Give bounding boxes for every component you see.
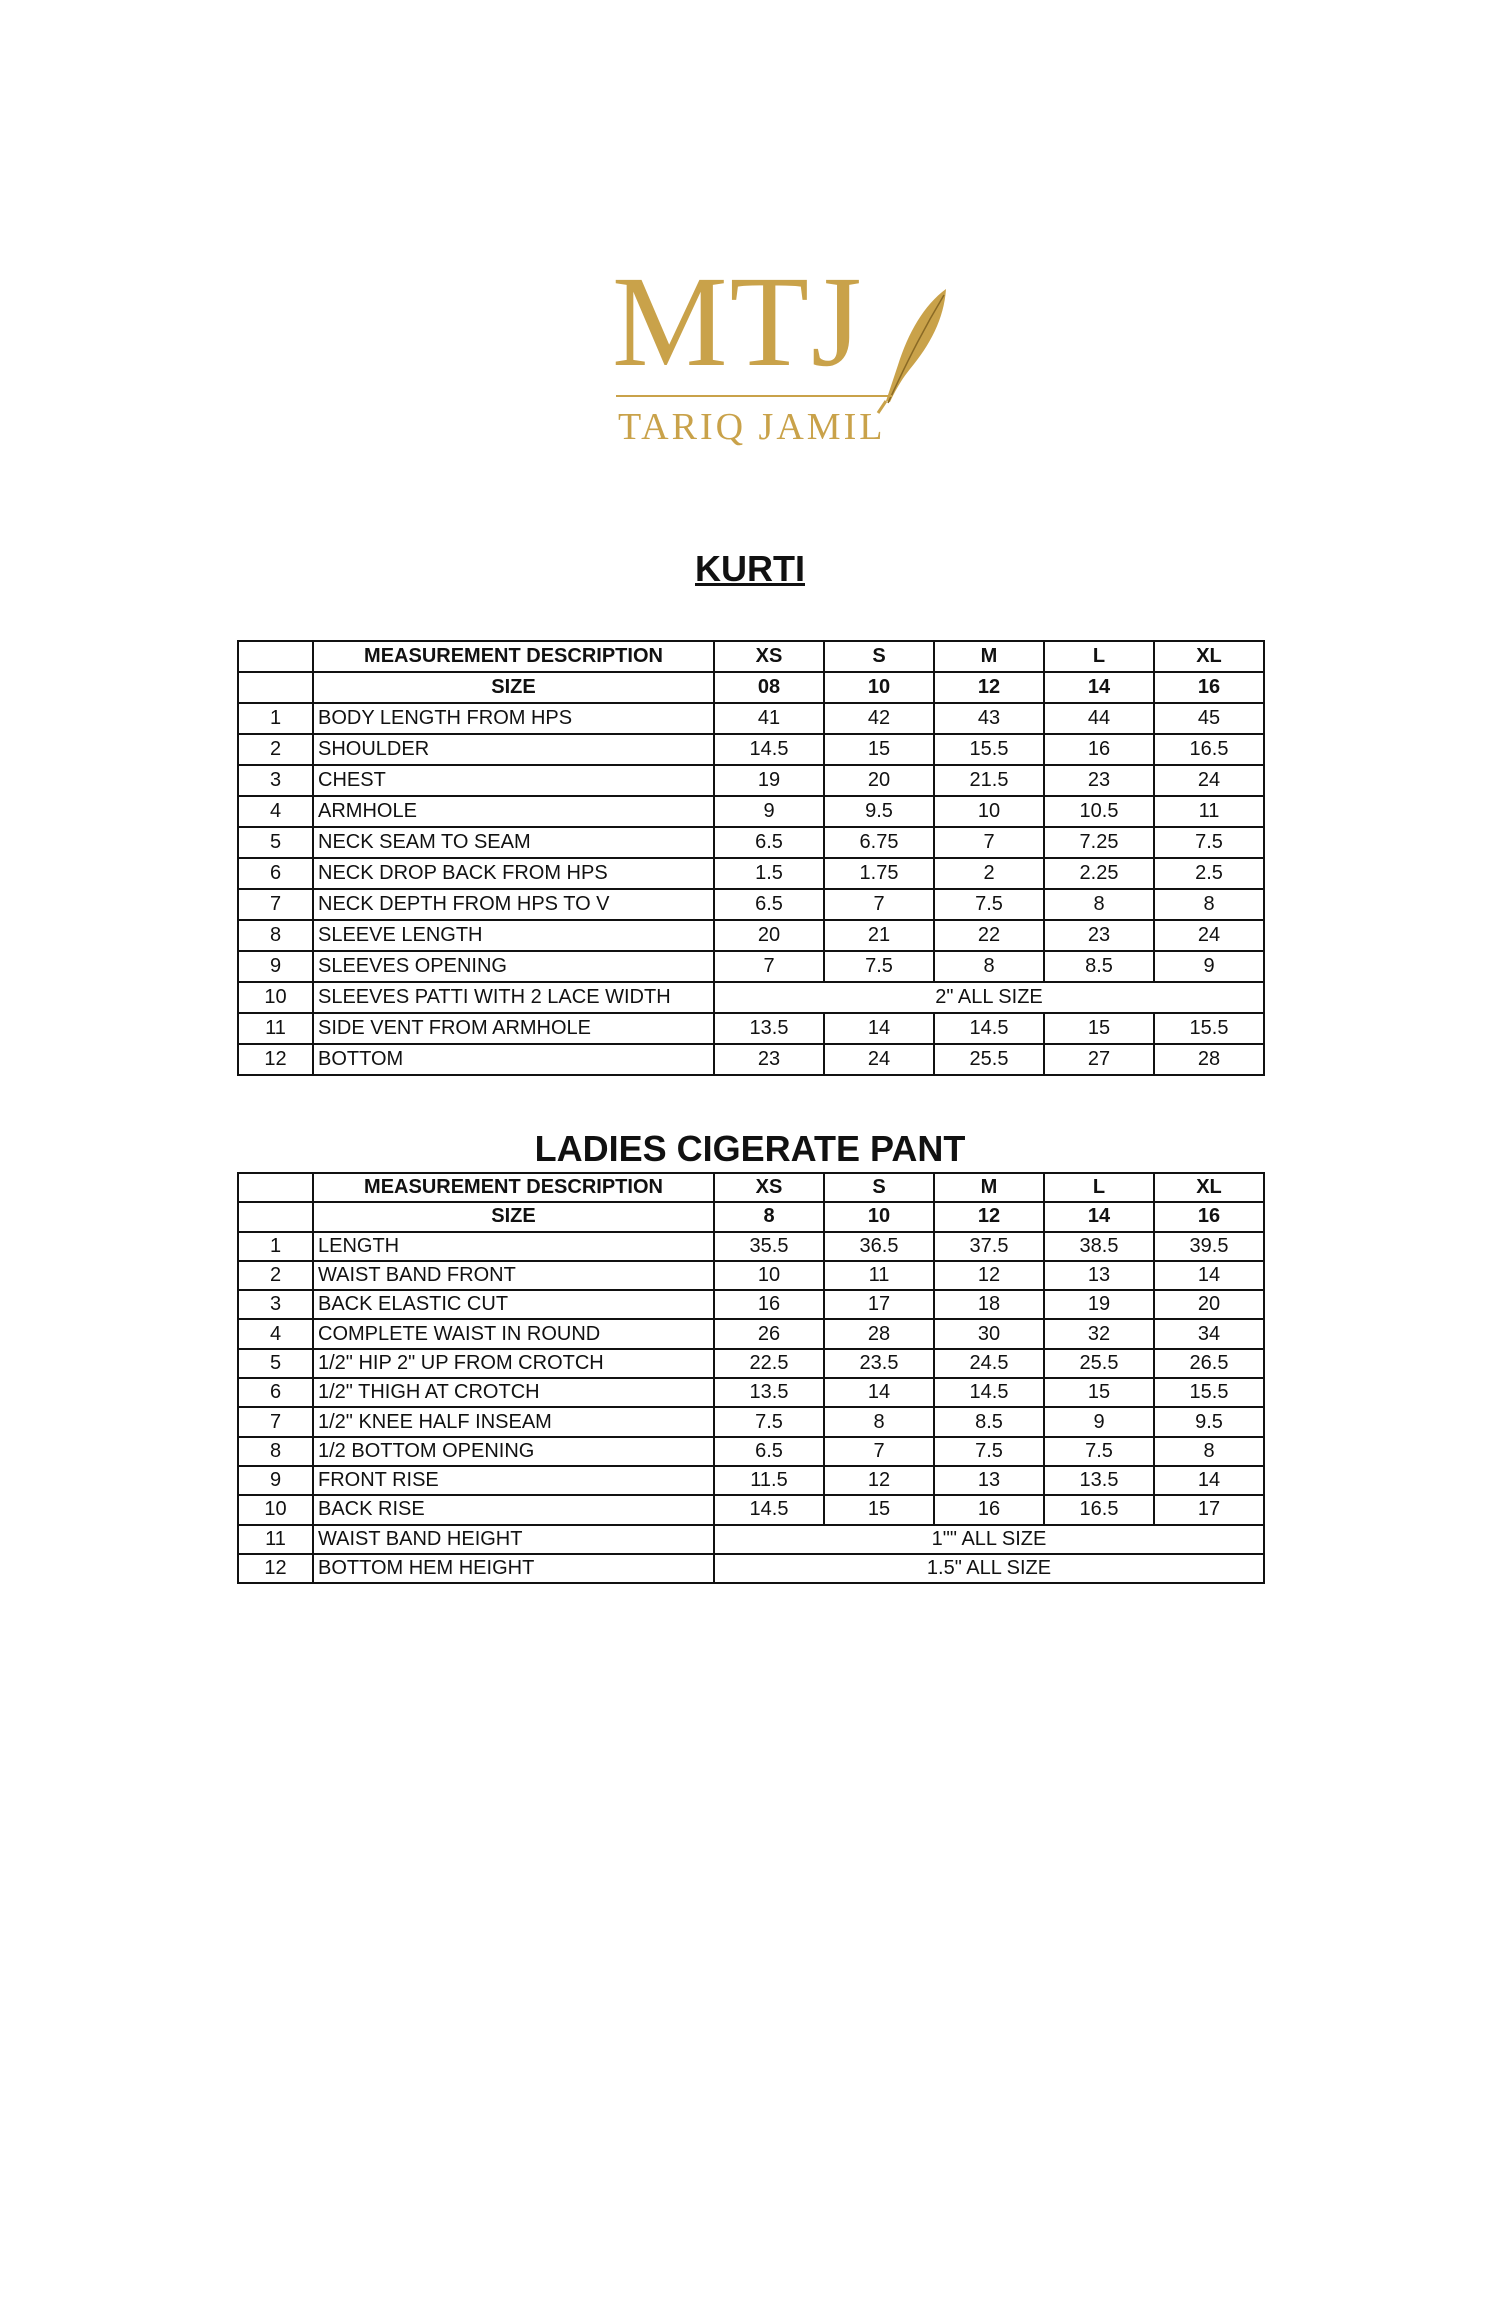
measurement-description: 1/2" KNEE HALF INSEAM [313,1407,714,1436]
measurement-description: NECK SEAM TO SEAM [313,827,714,858]
measurement-value: 15 [824,1495,934,1524]
measurement-description: WAIST BAND HEIGHT [313,1525,714,1554]
table-row [238,858,1264,889]
measurement-value: 13 [1044,1261,1154,1290]
measurement-value: 7.5 [934,1437,1044,1466]
measurement-value: 44 [1044,703,1154,734]
measurement-value: 30 [934,1319,1044,1348]
row-number: 3 [238,1290,313,1319]
row-number: 5 [238,1349,313,1378]
measurement-value: 15.5 [1154,1378,1264,1407]
table-row [238,951,1264,982]
measurement-value: 9 [1154,951,1264,982]
header-row [238,1173,1264,1202]
measurement-value: 16 [714,1290,824,1319]
measurement-value: 20 [714,920,824,951]
size-header: S [824,641,934,672]
measurement-description: NECK DEPTH FROM HPS TO V [313,889,714,920]
table-row [238,920,1264,951]
measurement-value: 10 [714,1261,824,1290]
measurement-value: 13 [934,1466,1044,1495]
measurement-value: 16.5 [1044,1495,1154,1524]
row-number: 12 [238,1044,313,1075]
table-row [238,1437,1264,1466]
measurement-value: 6.75 [824,827,934,858]
measurement-value: 23.5 [824,1349,934,1378]
measurement-value: 12 [824,1466,934,1495]
measurement-value: 27 [1044,1044,1154,1075]
measurement-value: 1.5 [714,858,824,889]
measurement-value: 8 [824,1407,934,1436]
measurement-value: 8 [1154,889,1264,920]
pant-size-chart [237,1172,1265,1584]
measurement-description: 1/2 BOTTOM OPENING [313,1437,714,1466]
measurement-value: 23 [1044,765,1154,796]
measurement-value: 13.5 [714,1378,824,1407]
size-value: 10 [824,672,934,703]
measurement-value: 8 [934,951,1044,982]
measurement-value: 8 [1044,889,1154,920]
measurement-value: 45 [1154,703,1264,734]
measurement-value: 43 [934,703,1044,734]
row-number-header [238,641,313,672]
measurement-value: 7.25 [1044,827,1154,858]
table-row [238,765,1264,796]
measurement-value: 23 [714,1044,824,1075]
measurement-value: 15 [824,734,934,765]
measurement-description: BOTTOM HEM HEIGHT [313,1554,714,1583]
brand-subtitle: TARIQ JAMIL [618,406,886,448]
row-number: 7 [238,1407,313,1436]
measurement-description: 1/2" HIP 2" UP FROM CROTCH [313,1349,714,1378]
table-row [238,1319,1264,1348]
size-header: M [934,641,1044,672]
measurement-value: 15.5 [934,734,1044,765]
measurement-value: 14 [824,1378,934,1407]
measurement-value: 2.5 [1154,858,1264,889]
table-row [238,734,1264,765]
measurement-value: 2 [934,858,1044,889]
size-value: 8 [714,1202,824,1231]
size-value: 16 [1154,672,1264,703]
measurement-value: 15 [1044,1013,1154,1044]
table-row [238,1290,1264,1319]
row-number: 9 [238,951,313,982]
kurti-size-chart [237,640,1265,1076]
size-header: M [934,1173,1044,1202]
measurement-value: 21 [824,920,934,951]
row-number: 2 [238,734,313,765]
size-label: SIZE [313,672,714,703]
measurement-description: BACK RISE [313,1495,714,1524]
measurement-description: LENGTH [313,1232,714,1261]
size-value: 08 [714,672,824,703]
measurement-value: 18 [934,1290,1044,1319]
measurement-value: 19 [714,765,824,796]
table-row [238,889,1264,920]
measurement-description: SLEEVE LENGTH [313,920,714,951]
measurement-description: SLEEVES PATTI WITH 2 LACE WIDTH [313,982,714,1013]
measurement-description: BOTTOM [313,1044,714,1075]
table-row [238,1349,1264,1378]
measurement-value: 14.5 [714,1495,824,1524]
measurement-value: 14.5 [714,734,824,765]
measurement-value: 8.5 [934,1407,1044,1436]
measurement-value: 42 [824,703,934,734]
size-header: XL [1154,641,1264,672]
measurement-value: 6.5 [714,1437,824,1466]
measurement-value: 41 [714,703,824,734]
measurement-value: 14 [1154,1466,1264,1495]
measurement-description: SHOULDER [313,734,714,765]
size-header: L [1044,641,1154,672]
table-row [238,1407,1264,1436]
brand-logo [612,250,972,455]
table-row [238,1044,1264,1075]
size-header: XS [714,1173,824,1202]
table-row [238,1261,1264,1290]
measurement-value: 9 [714,796,824,827]
measurement-description: CHEST [313,765,714,796]
measurement-value: 24.5 [934,1349,1044,1378]
measurement-value: 20 [824,765,934,796]
measurement-value: 25.5 [1044,1349,1154,1378]
measurement-description: BODY LENGTH FROM HPS [313,703,714,734]
size-row [238,1202,1264,1231]
measurement-value: 39.5 [1154,1232,1264,1261]
measurement-value: 2.25 [1044,858,1154,889]
description-header: MEASUREMENT DESCRIPTION [313,1173,714,1202]
measurement-value: 17 [1154,1495,1264,1524]
all-size-value: 1.5" ALL SIZE [714,1554,1264,1583]
measurement-value: 35.5 [714,1232,824,1261]
measurement-value: 6.5 [714,827,824,858]
measurement-value: 20 [1154,1290,1264,1319]
row-number: 1 [238,1232,313,1261]
measurement-value: 1.75 [824,858,934,889]
measurement-description: 1/2" THIGH AT CROTCH [313,1378,714,1407]
size-header: XL [1154,1173,1264,1202]
row-number: 8 [238,1437,313,1466]
description-header: MEASUREMENT DESCRIPTION [313,641,714,672]
row-number: 10 [238,982,313,1013]
size-row [238,672,1264,703]
row-number: 4 [238,1319,313,1348]
row-number: 7 [238,889,313,920]
measurement-value: 38.5 [1044,1232,1154,1261]
size-header: XS [714,641,824,672]
measurement-value: 14 [1154,1261,1264,1290]
measurement-value: 9.5 [824,796,934,827]
all-size-value: 1"" ALL SIZE [714,1525,1264,1554]
measurement-description: ARMHOLE [313,796,714,827]
measurement-description: SIDE VENT FROM ARMHOLE [313,1013,714,1044]
measurement-description: NECK DROP BACK FROM HPS [313,858,714,889]
row-number-cell [238,1202,313,1231]
row-number: 3 [238,765,313,796]
measurement-value: 11 [1154,796,1264,827]
measurement-value: 10.5 [1044,796,1154,827]
size-value: 12 [934,1202,1044,1231]
measurement-value: 7.5 [824,951,934,982]
measurement-value: 8.5 [1044,951,1154,982]
measurement-value: 7 [824,889,934,920]
row-number: 11 [238,1013,313,1044]
measurement-value: 17 [824,1290,934,1319]
measurement-value: 34 [1154,1319,1264,1348]
table-row [238,1525,1264,1554]
size-label: SIZE [313,1202,714,1231]
row-number: 4 [238,796,313,827]
measurement-value: 15 [1044,1378,1154,1407]
measurement-value: 16 [1044,734,1154,765]
measurement-value: 7.5 [1154,827,1264,858]
kurti-title: KURTI [695,548,805,589]
table-row [238,703,1264,734]
measurement-value: 24 [1154,920,1264,951]
measurement-value: 16.5 [1154,734,1264,765]
measurement-description: WAIST BAND FRONT [313,1261,714,1290]
measurement-value: 32 [1044,1319,1154,1348]
measurement-value: 21.5 [934,765,1044,796]
row-number: 12 [238,1554,313,1583]
measurement-value: 22 [934,920,1044,951]
row-number: 6 [238,1378,313,1407]
measurement-value: 14.5 [934,1378,1044,1407]
measurement-value: 26 [714,1319,824,1348]
size-value: 14 [1044,1202,1154,1231]
measurement-value: 12 [934,1261,1044,1290]
header-row [238,641,1264,672]
measurement-value: 10 [934,796,1044,827]
measurement-value: 8 [1154,1437,1264,1466]
measurement-value: 7 [824,1437,934,1466]
row-number: 1 [238,703,313,734]
measurement-value: 9 [1044,1407,1154,1436]
all-size-value: 2" ALL SIZE [714,982,1264,1013]
row-number-header [238,1173,313,1202]
row-number: 11 [238,1525,313,1554]
row-number: 6 [238,858,313,889]
size-value: 14 [1044,672,1154,703]
measurement-value: 13.5 [1044,1466,1154,1495]
size-header: S [824,1173,934,1202]
row-number: 9 [238,1466,313,1495]
measurement-value: 16 [934,1495,1044,1524]
pant-title: LADIES CIGERATE PANT [534,1128,966,1169]
measurement-description: FRONT RISE [313,1466,714,1495]
table-row [238,1554,1264,1583]
row-number: 5 [238,827,313,858]
size-header: L [1044,1173,1154,1202]
table-row [238,1232,1264,1261]
measurement-value: 15.5 [1154,1013,1264,1044]
measurement-value: 11.5 [714,1466,824,1495]
row-number: 10 [238,1495,313,1524]
measurement-value: 26.5 [1154,1349,1264,1378]
table-row [238,982,1264,1013]
measurement-value: 7 [934,827,1044,858]
measurement-value: 22.5 [714,1349,824,1378]
size-value: 16 [1154,1202,1264,1231]
measurement-value: 28 [824,1319,934,1348]
measurement-value: 19 [1044,1290,1154,1319]
measurement-value: 11 [824,1261,934,1290]
table-row [238,796,1264,827]
measurement-value: 6.5 [714,889,824,920]
measurement-value: 24 [824,1044,934,1075]
measurement-description: COMPLETE WAIST IN ROUND [313,1319,714,1348]
measurement-value: 37.5 [934,1232,1044,1261]
measurement-description: BACK ELASTIC CUT [313,1290,714,1319]
measurement-value: 36.5 [824,1232,934,1261]
table-row [238,1013,1264,1044]
brand-name: MTJ [612,250,864,394]
measurement-value: 13.5 [714,1013,824,1044]
measurement-description: SLEEVES OPENING [313,951,714,982]
size-value: 12 [934,672,1044,703]
row-number: 8 [238,920,313,951]
measurement-value: 14 [824,1013,934,1044]
size-value: 10 [824,1202,934,1231]
measurement-value: 24 [1154,765,1264,796]
measurement-value: 9.5 [1154,1407,1264,1436]
measurement-value: 7.5 [714,1407,824,1436]
row-number-cell [238,672,313,703]
measurement-value: 28 [1154,1044,1264,1075]
measurement-value: 7 [714,951,824,982]
table-row [238,827,1264,858]
measurement-value: 23 [1044,920,1154,951]
measurement-value: 14.5 [934,1013,1044,1044]
table-row [238,1466,1264,1495]
measurement-value: 7.5 [934,889,1044,920]
brand-underline [616,395,892,397]
row-number: 2 [238,1261,313,1290]
table-row [238,1495,1264,1524]
table-row [238,1378,1264,1407]
measurement-value: 7.5 [1044,1437,1154,1466]
measurement-value: 25.5 [934,1044,1044,1075]
